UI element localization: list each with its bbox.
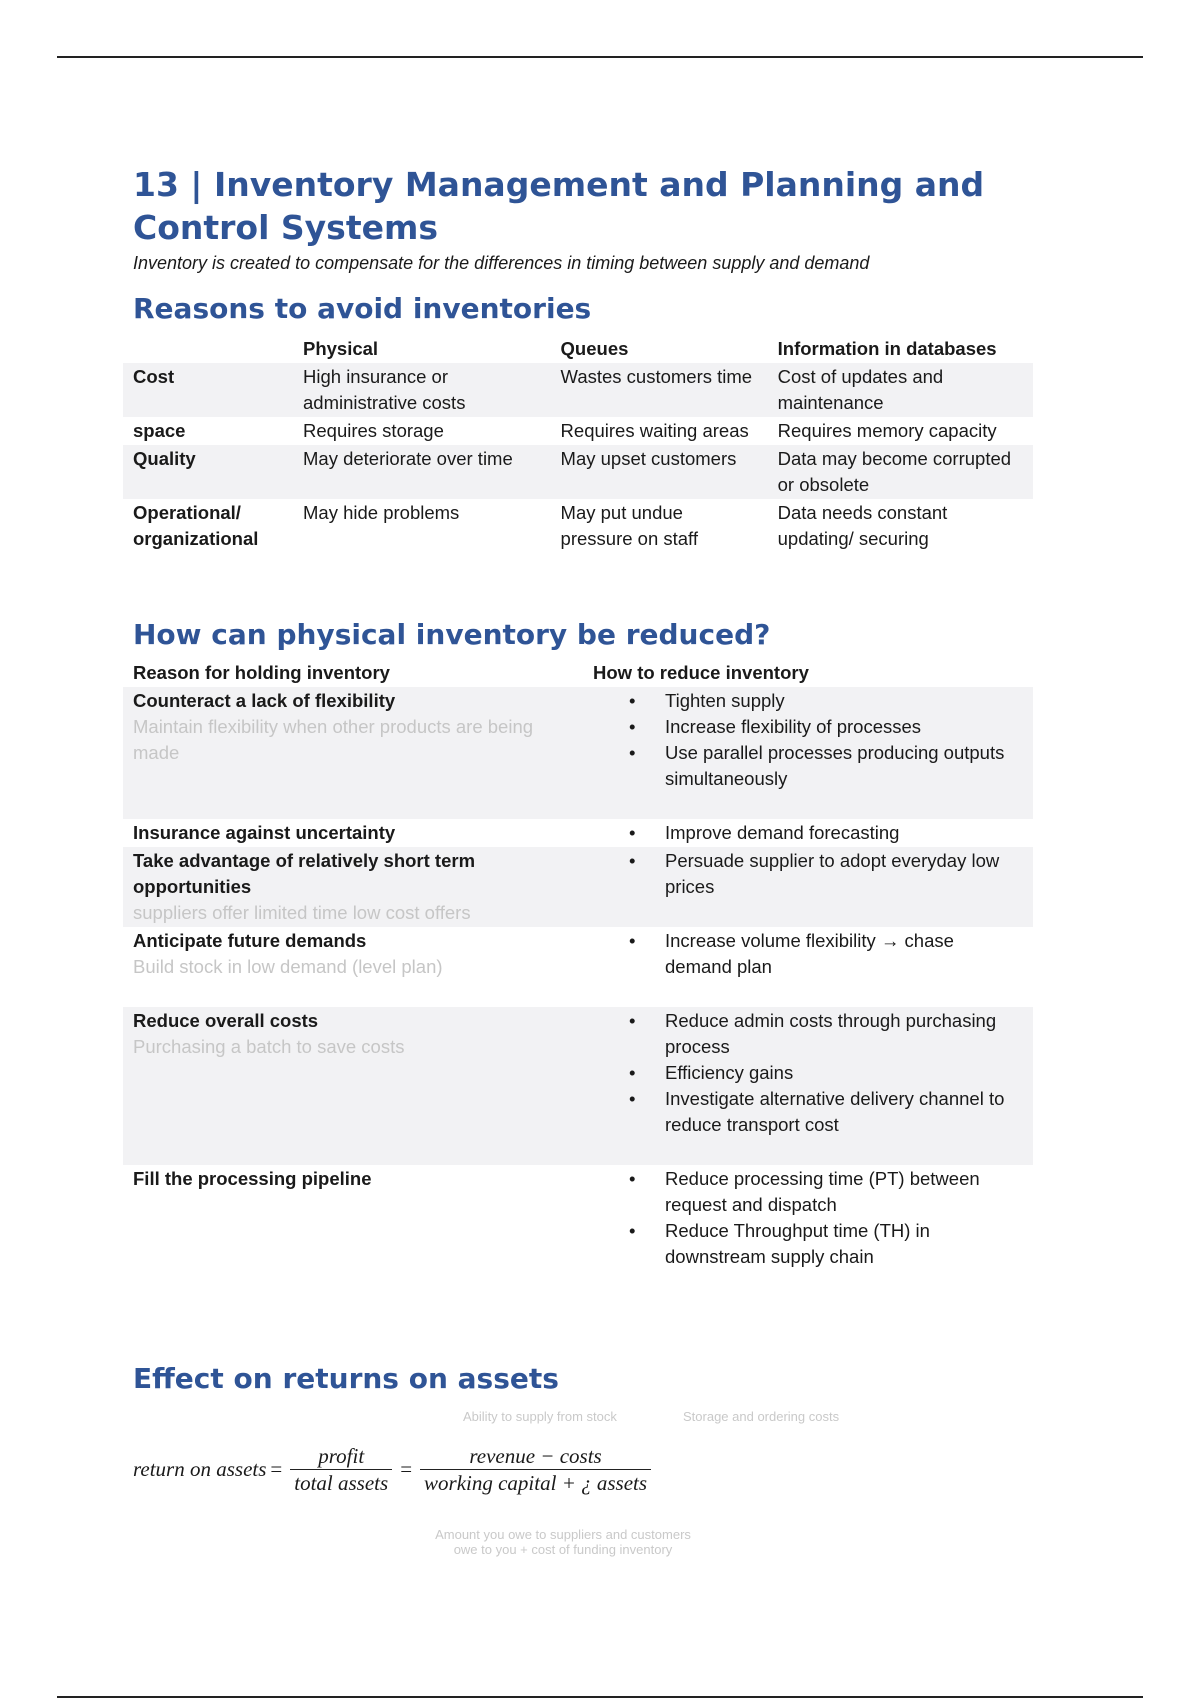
costs-note: Storage and ordering costs — [683, 1409, 840, 1424]
table-row — [123, 1007, 1033, 1165]
avoid-col-physical: Physical — [303, 338, 379, 359]
note-line: owe to you + cost of funding inventory — [453, 1542, 673, 1557]
working-capital-note — [403, 1527, 723, 1557]
revenue-note: Ability to supply from stock — [463, 1409, 617, 1424]
table-row — [123, 847, 1033, 927]
list-item: • Increase flexibility of processes — [665, 714, 1023, 740]
list-item: • Improve demand forecasting — [665, 820, 1023, 846]
reason-note: suppliers offer limited time low cost offers — [133, 902, 471, 923]
reduce-table — [123, 659, 1033, 1271]
roa-formula — [133, 1443, 655, 1496]
fraction-denominator: working capital + ¿ assets — [420, 1469, 651, 1496]
cell-queues: May upset customers — [560, 448, 737, 469]
cell-physical: Requires storage — [303, 420, 444, 441]
list-item: • Reduce admin costs through purchasing process — [665, 1008, 1023, 1060]
row-label: Cost — [133, 366, 175, 387]
avoid-col-info: Information in databases — [777, 338, 997, 359]
how-cell — [583, 927, 1033, 1007]
reason-cell — [123, 1007, 583, 1165]
reason-title: Counteract a lack of flexibility — [133, 690, 396, 711]
how-list — [593, 688, 1023, 792]
avoid-table — [123, 335, 1033, 553]
reduce-heading: How can physical inventory be reduced? — [133, 618, 771, 651]
cell-info: Requires memory capacity — [777, 420, 997, 441]
table-row — [123, 927, 1033, 1007]
cell-info: Cost of updates and maintenance — [777, 366, 944, 413]
cell-info: Data needs constant updating/ securing — [777, 502, 948, 549]
list-item: • Increase volume flexibility → chase demand plan — [665, 928, 1023, 980]
reason-title: Insurance against uncertainty — [133, 822, 396, 843]
how-list — [593, 1166, 1023, 1270]
reason-cell — [123, 847, 583, 927]
how-cell — [583, 1007, 1033, 1165]
cell-physical: May hide problems — [303, 502, 460, 523]
reason-title: Take advantage of relatively short term opportunities — [133, 850, 476, 897]
how-list — [593, 1008, 1023, 1138]
formula-equals: = — [270, 1457, 283, 1481]
formula-lhs: return on assets — [133, 1457, 267, 1481]
page-title: 13 | Inventory Management and Planning and Control Systems — [133, 165, 985, 247]
reason-note: Maintain flexibility when other products are being made — [133, 716, 534, 763]
formula-equals: = — [400, 1457, 413, 1481]
reason-cell — [123, 927, 583, 1007]
avoid-col-queues: Queues — [560, 338, 629, 359]
list-item: • Reduce processing time (PT) between request and dispatch — [665, 1166, 1023, 1218]
fraction-numerator: revenue − costs — [469, 1444, 602, 1468]
bottom-rule — [57, 1696, 1143, 1698]
table-row — [123, 819, 1033, 847]
list-item: • Reduce Throughput time (TH) in downstream supply chain — [665, 1218, 1023, 1270]
cell-queues: Wastes customers time — [560, 366, 753, 387]
cell-physical: High insurance or administrative costs — [303, 366, 466, 413]
reason-note: Build stock in low demand (level plan) — [133, 956, 443, 977]
avoid-heading: Reasons to avoid inventories — [133, 292, 592, 325]
reason-cell — [123, 1165, 583, 1271]
reason-title: Reduce overall costs — [133, 1010, 319, 1031]
how-list — [593, 928, 1023, 980]
reason-note: Purchasing a batch to save costs — [133, 1036, 405, 1057]
list-item: • Investigate alternative delivery channel to reduce transport cost — [665, 1086, 1023, 1138]
cell-queues: Requires waiting areas — [560, 420, 749, 441]
reduce-header-row — [123, 659, 1033, 687]
reason-title: Anticipate future demands — [133, 930, 367, 951]
list-item: • Persuade supplier to adopt everyday low prices — [665, 848, 1023, 900]
reason-cell — [123, 687, 583, 819]
how-cell — [583, 687, 1033, 819]
reason-title: Fill the processing pipeline — [133, 1168, 372, 1189]
reason-cell — [123, 819, 583, 847]
row-label: Operational/ organizational — [133, 502, 259, 549]
how-cell — [583, 847, 1033, 927]
how-cell — [583, 819, 1033, 847]
page-subtitle: Inventory is created to compensate for the differences in timing between supply and demand — [133, 253, 870, 273]
row-label: Quality — [133, 448, 196, 469]
reduce-col-how: How to reduce inventory — [593, 662, 809, 683]
list-item: • Tighten supply — [665, 688, 1023, 714]
table-row — [123, 417, 1033, 445]
fraction-profit — [290, 1443, 392, 1496]
note-line: Amount you owe to suppliers and customers — [435, 1527, 691, 1542]
fraction-revenue — [420, 1443, 651, 1496]
top-rule — [57, 56, 1143, 58]
list-item: • Use parallel processes producing outputs simultaneously — [665, 740, 1023, 792]
returns-heading: Effect on returns on assets — [133, 1362, 559, 1395]
avoid-col-empty — [123, 335, 293, 363]
fraction-numerator: profit — [318, 1444, 365, 1468]
document-body — [133, 163, 1063, 1557]
how-list — [593, 820, 1023, 846]
avoid-header-row — [123, 335, 1033, 363]
table-row — [123, 499, 1033, 553]
reduce-col-reason: Reason for holding inventory — [133, 662, 390, 683]
cell-queues: May put undue pressure on staff — [560, 502, 699, 549]
row-label: space — [133, 420, 186, 441]
table-row — [123, 445, 1033, 499]
how-cell — [583, 1165, 1033, 1271]
table-row — [123, 1165, 1033, 1271]
cell-physical: May deteriorate over time — [303, 448, 513, 469]
cell-info: Data may become corrupted or obsolete — [777, 448, 1012, 495]
list-item: • Efficiency gains — [665, 1060, 1023, 1086]
table-row — [123, 687, 1033, 819]
how-list — [593, 848, 1023, 900]
table-row — [123, 363, 1033, 417]
fraction-denominator: total assets — [290, 1469, 392, 1496]
